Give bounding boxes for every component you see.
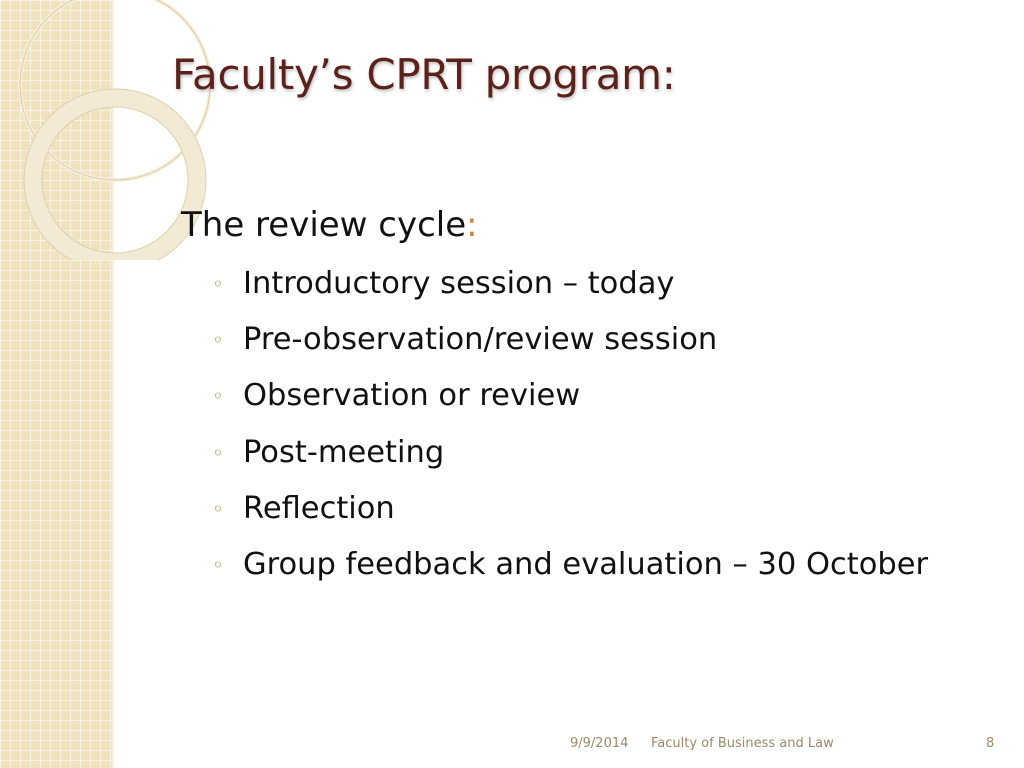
bullet-circle-icon: ◦ — [212, 384, 224, 409]
list-item — [212, 262, 928, 318]
list-item — [212, 318, 928, 374]
list-item — [212, 487, 928, 543]
list-item — [212, 543, 928, 599]
slide-title: Faculty’s CPRT program: — [172, 50, 676, 99]
slide-number: 8 — [986, 736, 995, 751]
bullet-circle-icon: ◦ — [212, 496, 224, 521]
list-item-text: Observation or review — [243, 378, 581, 414]
footer-text: Faculty of Business and Law — [651, 736, 834, 751]
list-item — [212, 374, 928, 430]
list-item-text: Pre-observation/review session — [243, 322, 718, 358]
bullet-circle-icon: ◦ — [212, 272, 224, 296]
footer-date: 9/9/2014 — [570, 736, 629, 751]
lead-text — [181, 205, 478, 245]
bullet-circle-icon: ◦ — [212, 552, 224, 577]
lead-colon: : — [466, 205, 478, 245]
list-item-text: Reflection — [243, 490, 395, 526]
list-item-text: Introductory session – today — [243, 266, 675, 301]
list-item-text: Post-meeting — [243, 434, 445, 470]
list-item-text: Group feedback and evaluation – 30 October — [243, 546, 929, 582]
bullet-circle-icon: ◦ — [212, 328, 224, 353]
bullet-list — [212, 262, 928, 599]
list-item — [212, 431, 928, 487]
bullet-circle-icon: ◦ — [212, 440, 224, 465]
lead-label: The review cycle — [181, 205, 467, 245]
